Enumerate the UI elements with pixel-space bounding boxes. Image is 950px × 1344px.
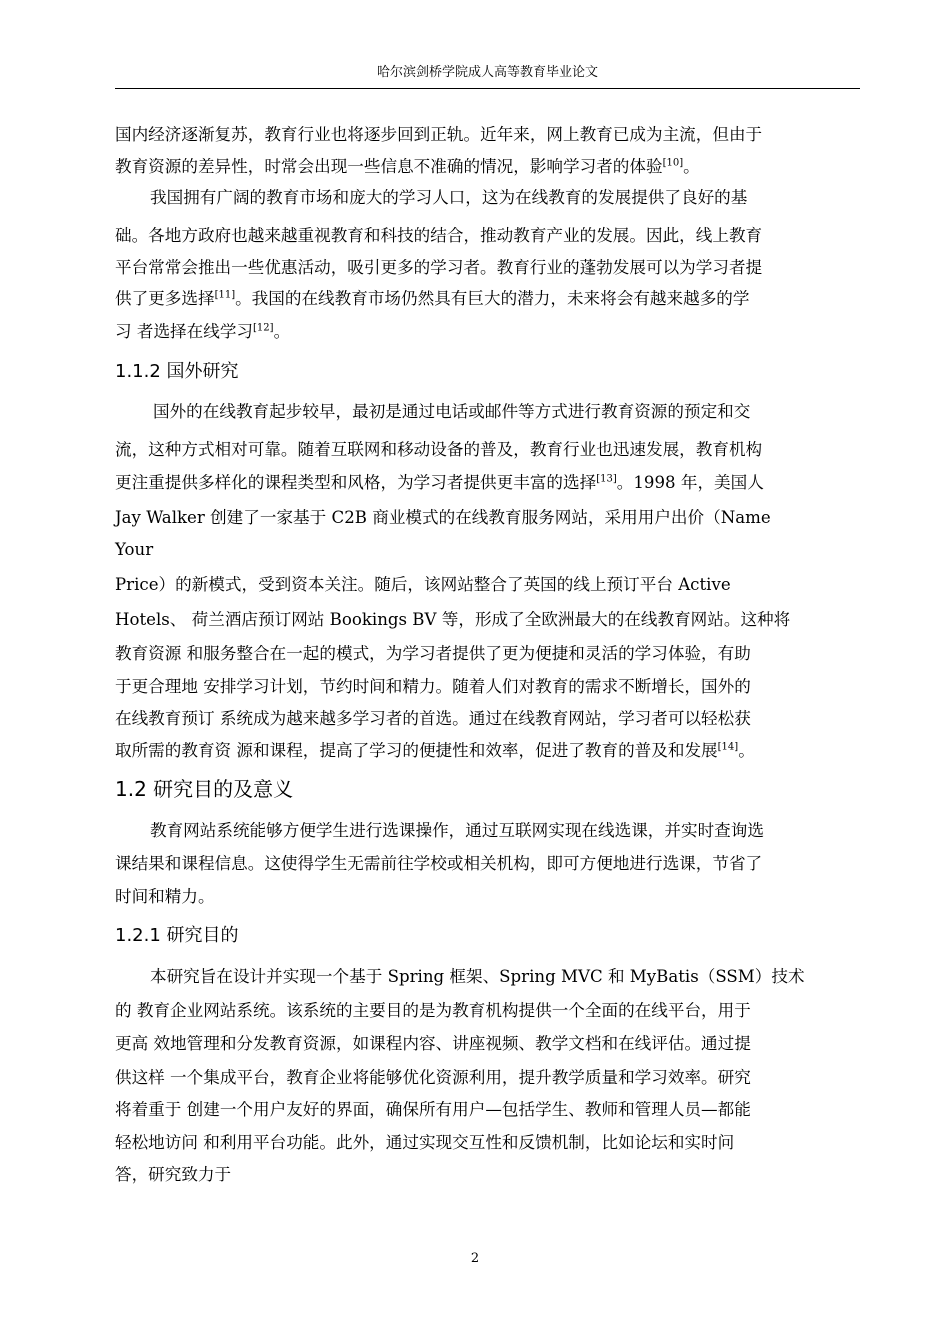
section-heading-1-2: 1.2 研究目的及意义 (115, 777, 294, 801)
page-number: 2 (470, 1251, 480, 1266)
body-text-line: 平台常常会推出一些优惠活动，吸引更多的学习者。教育行业的蓬勃发展可以为学习者提 (115, 258, 763, 277)
section-heading-1-1-2: 1.1.2 国外研究 (115, 361, 239, 382)
section-heading-1-2-1: 1.2.1 研究目的 (115, 925, 239, 946)
citation-ref: [11] (214, 289, 236, 301)
body-text-line: 教育资源的差异性，时常会出现一些信息不准确的情况，影响学习者的体验[10]。 (115, 157, 700, 176)
body-text-line: Your (115, 540, 154, 559)
body-text-line: 我国拥有广阔的教育市场和庞大的学习人口，这为在线教育的发展提供了良好的基 (150, 188, 748, 207)
body-text-line: 习 者选择在线学习[12]。 (115, 322, 291, 341)
body-text-line: Jay Walker 创建了一家基于 C2B 商业模式的在线教育服务网站，采用用户出价（Name (115, 508, 771, 527)
body-text-line: 轻松地访问 和利用平台功能。此外，通过实现交互性和反馈机制，比如论坛和实时问 (115, 1133, 735, 1152)
body-text-line: 时间和精力。 (115, 887, 215, 906)
body-text-line: 国外的在线教育起步较早，最初是通过电话或邮件等方式进行教育资源的预定和交 (153, 402, 751, 421)
body-text-line: 将着重于 创建一个用户友好的界面，确保所有用户—包括学生、教师和管理人员—都能 (115, 1100, 751, 1119)
body-text-line: 流，这种方式相对可靠。随着互联网和移动设备的普及，教育行业也迅速发展，教育机构 (115, 440, 763, 459)
header-rule (115, 88, 860, 89)
body-text-line: 供了更多选择[11]。我国的在线教育市场仍然具有巨大的潜力，未来将会有越来越多的学 (115, 289, 750, 308)
body-text-line: Price）的新模式，受到资本关注。随后，该网站整合了英国的线上预订平台 Active (115, 575, 731, 594)
body-text-line: 教育资源 和服务整合在一起的模式，为学习者提供了更为便捷和灵活的学习体验，有助 (115, 644, 751, 663)
citation-ref: [14] (717, 741, 739, 753)
body-text-line: 更注重提供多样化的课程类型和风格，为学习者提供更丰富的选择[13]。1998 年，美国人 (115, 473, 764, 492)
citation-ref: [13] (596, 473, 617, 485)
citation-ref: [10] (662, 157, 684, 169)
body-text-line: 国内经济逐渐复苏，教育行业也将逐步回到正轨。近年来，网上教育已成为主流，但由于 (115, 125, 763, 144)
body-text-line: 取所需的教育资 源和课程，提高了学习的便捷性和效率，促进了教育的普及和发展[14]。 (115, 741, 755, 760)
body-text-line: 础。各地方政府也越来越重视教育和科技的结合，推动教育产业的发展。因此，线上教育 (115, 226, 763, 245)
body-text-line: 供这样 一个集成平台，教育企业将能够优化资源利用，提升教学质量和学习效率。研究 (115, 1068, 751, 1087)
body-text-line: 的 教育企业网站系统。该系统的主要目的是为教育机构提供一个全面的在线平台，用于 (115, 1001, 751, 1020)
body-text-line: 答，研究致力于 (115, 1165, 232, 1184)
body-text-line: 更高 效地管理和分发教育资源，如课程内容、讲座视频、教学文档和在线评估。通过提 (115, 1034, 751, 1053)
citation-ref: [12] (253, 322, 274, 334)
body-text-line: 于更合理地 安排学习计划，节约时间和精力。随着人们对教育的需求不断增长，国外的 (115, 677, 751, 696)
page-header-title: 哈尔滨剑桥学院成人高等教育毕业论文 (376, 65, 598, 80)
body-text-line: Hotels、 荷兰酒店预订网站 Bookings BV 等，形成了全欧洲最大的在线教育网站。这种将 (115, 610, 791, 629)
body-text-line: 课结果和课程信息。这使得学生无需前往学校或相关机构，即可方便地进行选课，节省了 (115, 854, 763, 873)
body-text-line: 在线教育预订 系统成为越来越多学习者的首选。通过在线教育网站，学习者可以轻松获 (115, 709, 751, 728)
body-text-line: 教育网站系统能够方便学生进行选课操作，通过互联网实现在线选课，并实时查询选 (150, 821, 764, 840)
body-text-line: 本研究旨在设计并实现一个基于 Spring 框架、Spring MVC 和 MyBatis（SSM）技术 (150, 967, 805, 986)
